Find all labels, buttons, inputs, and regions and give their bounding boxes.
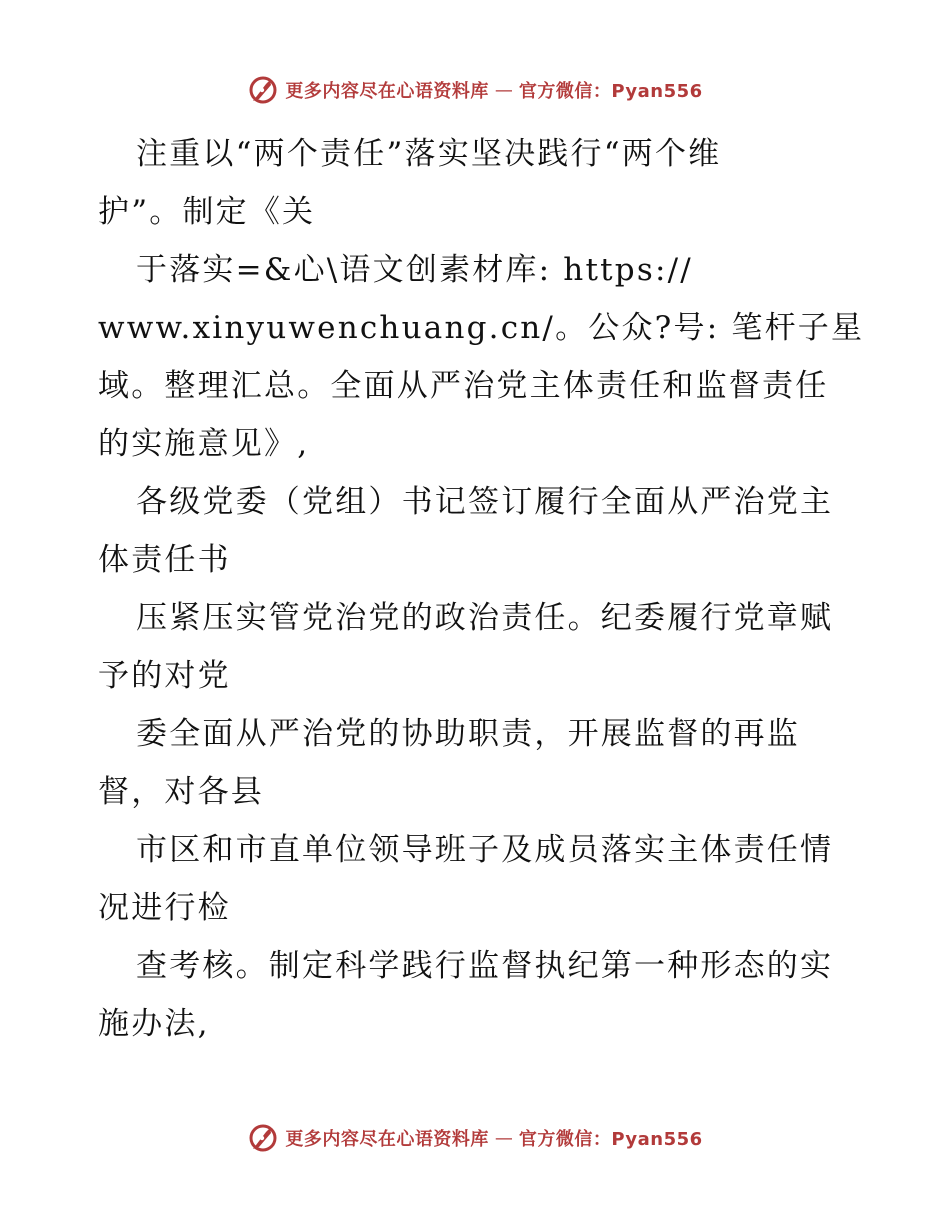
footer-banner-separator: — [494,1127,513,1149]
body-line: 域。整理汇总。全面从严治党主体责任和监督责任 [98,368,829,404]
body-line: www.xinyuwenchuang.cn/。公众?号: 笔杆子星 [98,310,865,346]
body-line: 护”。制定《关 [98,194,316,230]
body-line: 市区和市直单位领导班子及成员落实主体责任情 [136,832,834,868]
footer-banner-text: 更多内容尽在心语资料库 [285,1129,489,1150]
body-line: 督，对各县 [98,774,264,810]
footer-banner [0,1118,950,1158]
body-line: 体责任书 [98,542,231,578]
header-banner-text: 更多内容尽在心语资料库 [285,81,489,102]
body-line: 于落实=&心\语文创素材库: https:// [136,252,693,288]
header-banner-separator: — [494,79,513,101]
body-line: 注重以“两个责任”落实坚决践行“两个维 [136,136,722,172]
body-line: 委全面从严治党的协助职责，开展监督的再监 [136,716,800,752]
body-line: 施办法, [98,1006,210,1042]
body-line: 况进行检 [98,890,231,926]
body-line: 压紧压实管党治党的政治责任。纪委履行党章赋 [136,600,834,636]
header-banner [0,70,950,110]
quill-logo-icon [247,1122,279,1154]
quill-logo-icon [247,74,279,106]
footer-banner-wechat: 官方微信：Pyan556 [518,1129,703,1150]
body-line: 各级党委（党组）书记签订履行全面从严治党主 [136,484,834,520]
body-line: 予的对党 [98,658,231,694]
body-line: 的实施意见》, [98,426,310,462]
document-body [98,125,865,1053]
body-line: 查考核。制定科学践行监督执纪第一种形态的实 [136,948,834,984]
header-banner-wechat: 官方微信：Pyan556 [518,81,703,102]
